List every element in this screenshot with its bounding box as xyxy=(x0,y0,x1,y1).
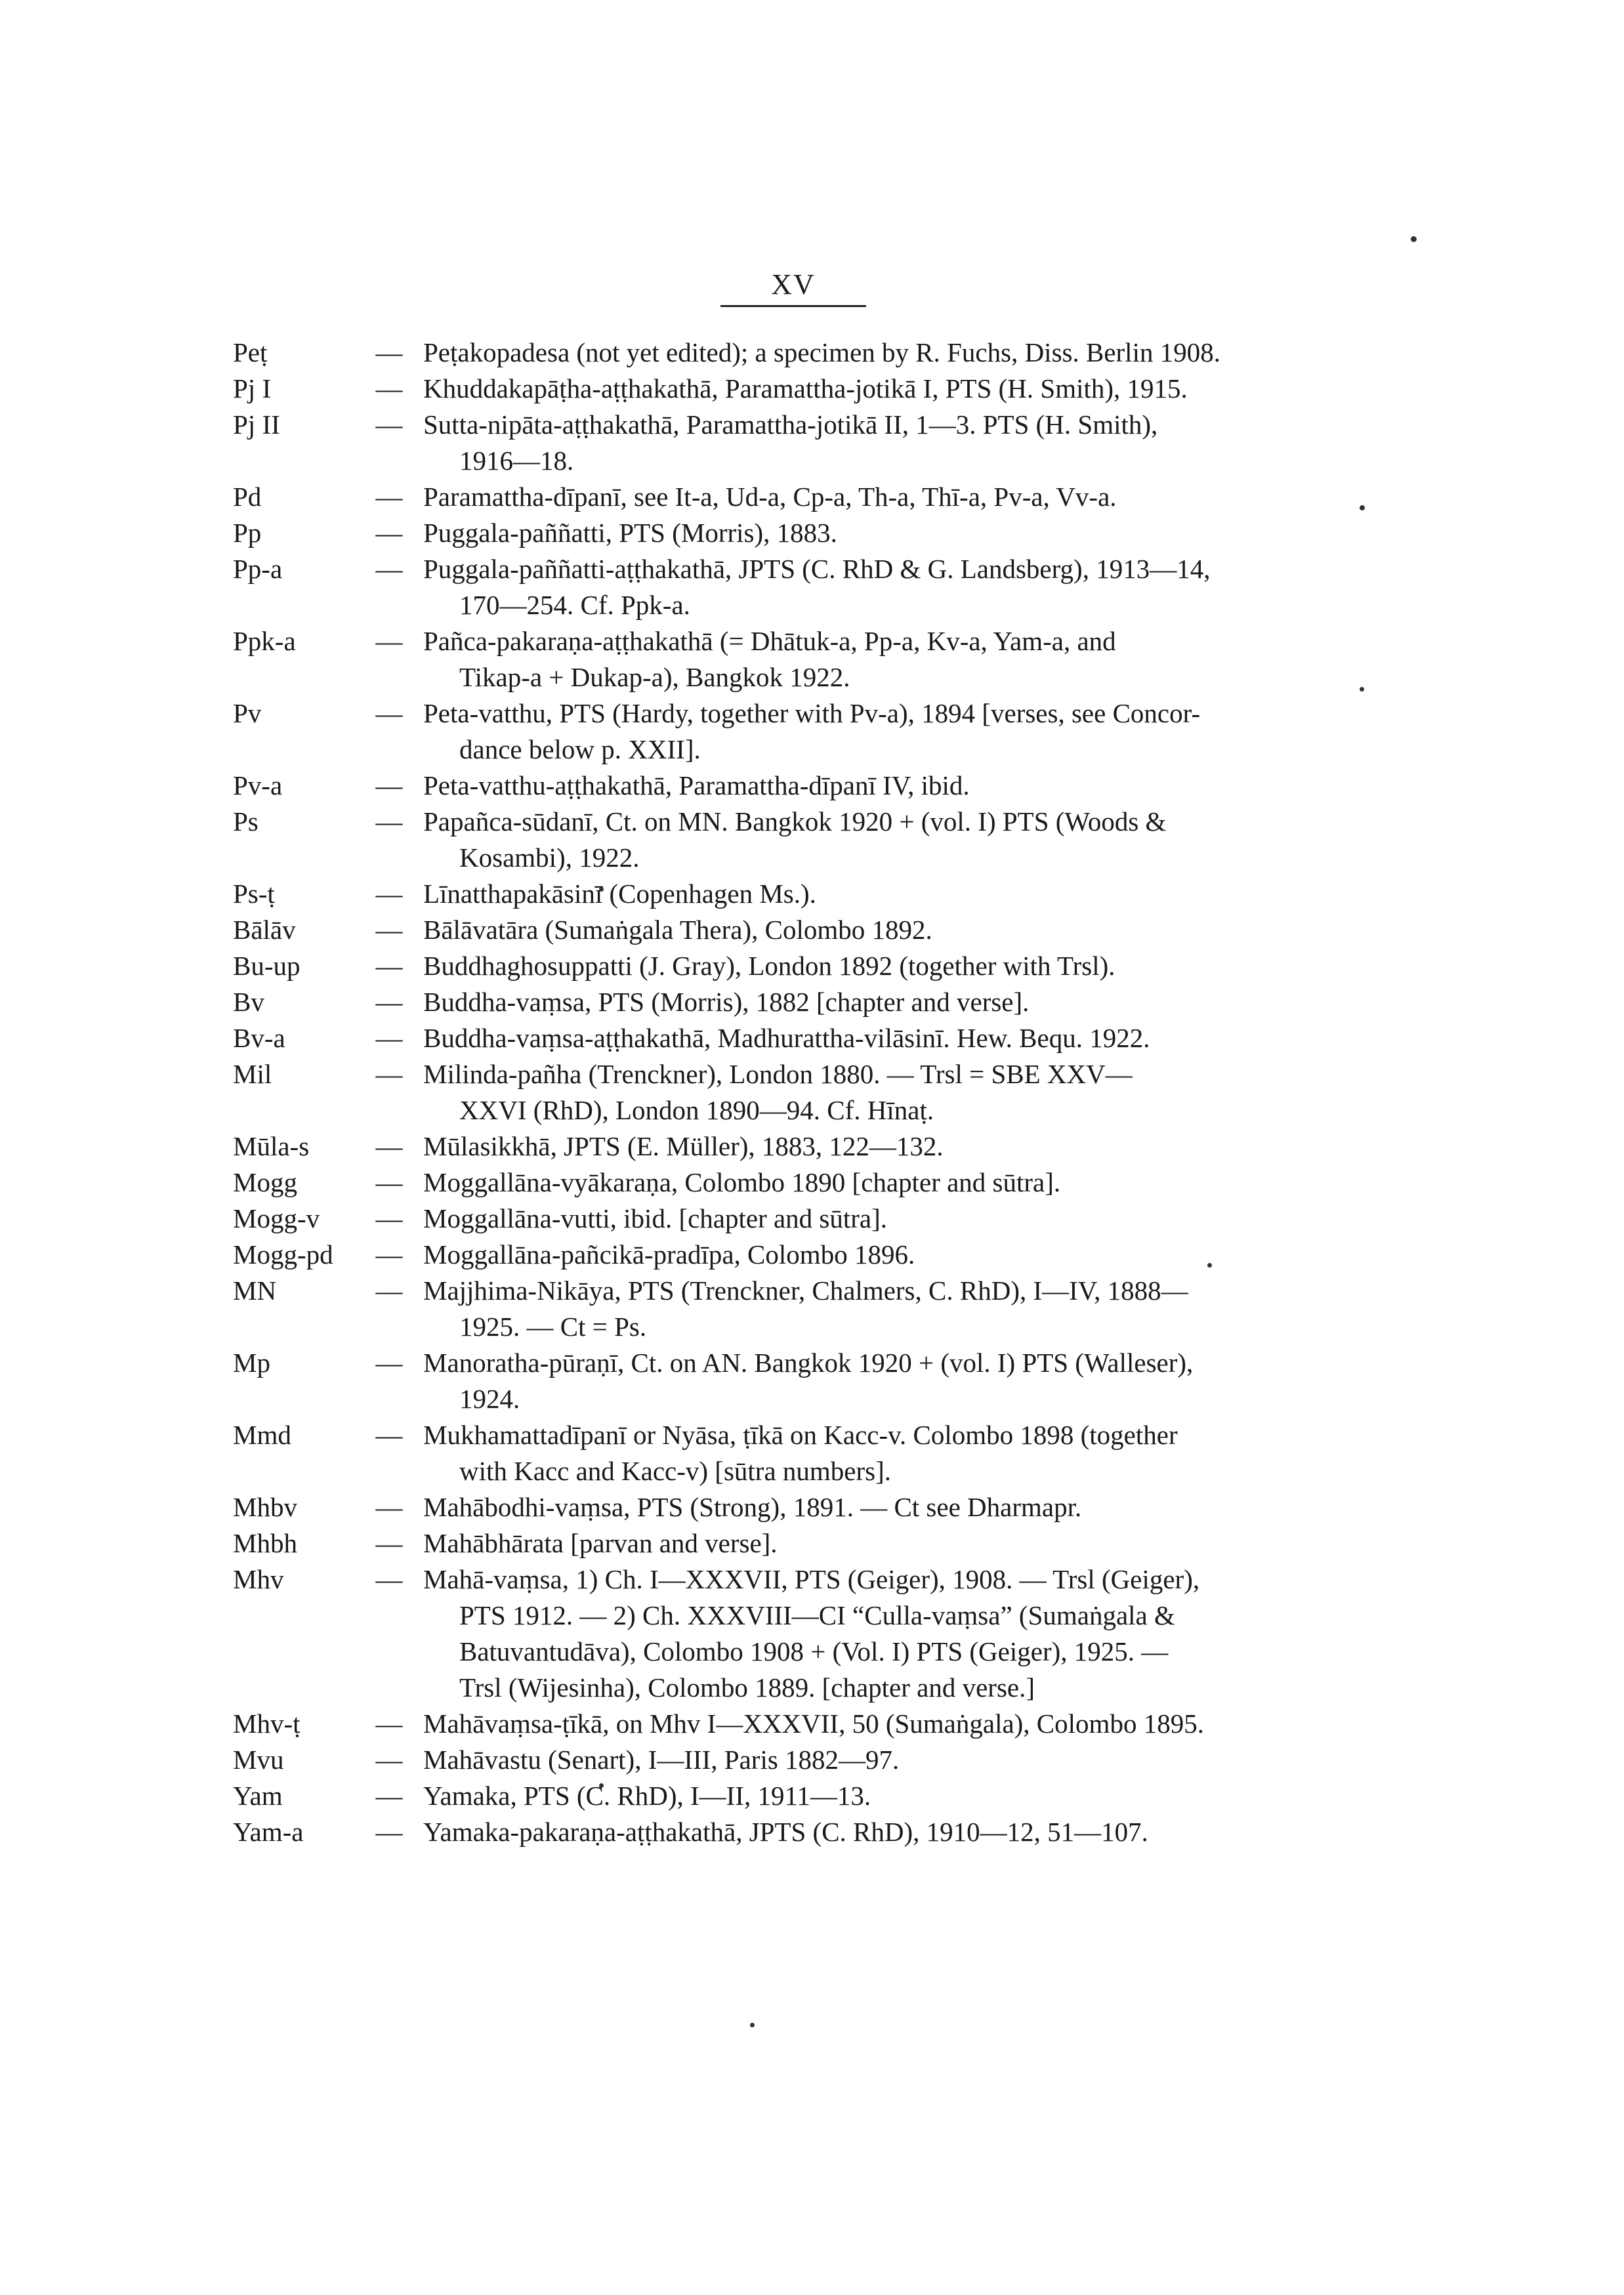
abbreviation-entry xyxy=(233,371,1378,407)
abbreviation: Pj II xyxy=(233,409,280,440)
entry-text xyxy=(423,551,1378,623)
entry-text xyxy=(423,1273,1378,1345)
entry-dash: — xyxy=(375,518,403,548)
entry-line: Bālāvatāra (Sumaṅgala Thera), Colombo 1892. xyxy=(423,915,932,945)
entry-line: Puggala-paññatti, PTS (Morris), 1883. xyxy=(423,518,837,548)
entry-dash: — xyxy=(375,373,403,403)
entry-text xyxy=(423,407,1378,479)
abbreviation-entry xyxy=(233,1561,1378,1706)
abbreviation-entry xyxy=(233,407,1378,479)
entry-line: Papañca-sūdanī, Ct. on MN. Bangkok 1920 + (vol. I) PTS (Woods & xyxy=(423,806,1167,837)
abbreviation: Mp xyxy=(233,1348,270,1378)
abbreviation-entry xyxy=(233,768,1378,804)
abbreviation-entry xyxy=(233,1706,1378,1742)
abbreviation-entry xyxy=(233,1237,1378,1273)
abbreviation-entry xyxy=(233,1778,1378,1814)
entry-dash: — xyxy=(375,1203,403,1233)
abbreviation-entry xyxy=(233,1165,1378,1201)
entry-line: Moggallāna-pañcikā-pradīpa, Colombo 1896. xyxy=(423,1239,915,1270)
abbreviation-entry xyxy=(233,1273,1378,1345)
abbreviation: Bālāv xyxy=(233,915,296,945)
entry-dash: — xyxy=(375,1239,403,1270)
entry-dash: — xyxy=(375,879,403,909)
entry-text xyxy=(423,1489,1378,1525)
abbreviation: Pd xyxy=(233,482,262,512)
abbreviation: Mogg-pd xyxy=(233,1239,333,1270)
entry-text xyxy=(423,1237,1378,1273)
entry-text xyxy=(423,1417,1378,1489)
entry-dash: — xyxy=(375,482,403,512)
abbreviation: Bu-up xyxy=(233,951,301,981)
entry-text xyxy=(423,1056,1378,1128)
entry-line: Moggallāna-vutti, ibid. [chapter and sūtra]. xyxy=(423,1203,888,1233)
entry-dash: — xyxy=(375,1492,403,1522)
entry-dash: — xyxy=(375,1059,403,1089)
entry-line: Moggallāna-vyākaraṇa, Colombo 1890 [chapter and sūtra]. xyxy=(423,1167,1061,1197)
entry-dash: — xyxy=(375,1131,403,1161)
abbreviation: Pv-a xyxy=(233,770,283,800)
entry-line: Mahāvaṃsa-ṭīkā, on Mhv I—XXXVII, 50 (Sumaṅgala), Colombo 1895. xyxy=(423,1708,1204,1739)
abbreviation: Mhbv xyxy=(233,1492,297,1522)
abbreviation: Pv xyxy=(233,698,262,728)
entry-line: Mahā-vaṃsa, 1) Ch. I—XXXVII, PTS (Geiger), 1908. — Trsl (Geiger), xyxy=(423,1564,1200,1594)
entry-continuation-line: Batuvantudāva), Colombo 1908 + (Vol. I) PTS (Geiger), 1925. — xyxy=(459,1636,1169,1666)
abbreviation-entry xyxy=(233,1020,1378,1056)
abbreviation-entry xyxy=(233,515,1378,551)
entry-dash: — xyxy=(375,1167,403,1197)
entry-continuation-line: with Kacc and Kacc-v) [sūtra numbers]. xyxy=(459,1456,892,1486)
entry-dash: — xyxy=(375,1420,403,1450)
entry-line: Mahābodhi-vaṃsa, PTS (Strong), 1891. — Ct see Dharmapr. xyxy=(423,1492,1082,1522)
entry-dash: — xyxy=(375,1348,403,1378)
entry-text xyxy=(423,948,1378,984)
entry-dash: — xyxy=(375,409,403,440)
abbreviation-entry xyxy=(233,1742,1378,1778)
entry-text xyxy=(423,695,1378,768)
entry-line: Buddhaghosuppatti (J. Gray), London 1892 (together with Trsl). xyxy=(423,951,1115,981)
abbreviation: Mhv xyxy=(233,1564,284,1594)
abbreviation: Mvu xyxy=(233,1745,284,1775)
entry-text xyxy=(423,1020,1378,1056)
abbreviation: Mmd xyxy=(233,1420,291,1450)
entry-dash: — xyxy=(375,915,403,945)
entry-dash: — xyxy=(375,806,403,837)
abbreviation: Bv-a xyxy=(233,1023,285,1053)
entry-continuation-line: dance below p. XXII]. xyxy=(459,734,701,764)
entry-text xyxy=(423,1201,1378,1237)
entry-line: Yamaka-pakaraṇa-aṭṭhakathā, JPTS (C. RhD), 1910—12, 51—107. xyxy=(423,1817,1148,1847)
entry-dash: — xyxy=(375,1528,403,1558)
entry-text xyxy=(423,876,1378,912)
abbreviation-entry xyxy=(233,695,1378,768)
entry-text xyxy=(423,371,1378,407)
entry-dash: — xyxy=(375,1023,403,1053)
page-number: XV xyxy=(720,268,866,307)
entry-dash: — xyxy=(375,951,403,981)
abbreviation: Mūla-s xyxy=(233,1131,310,1161)
entry-dash: — xyxy=(375,554,403,584)
entry-dash: — xyxy=(375,1564,403,1594)
entry-continuation-line: Trsl (Wijesinha), Colombo 1889. [chapter and verse.] xyxy=(459,1672,1035,1703)
abbreviation-entry xyxy=(233,1056,1378,1128)
entry-line: Sutta-nipāta-aṭṭhakathā, Paramattha-jotikā II, 1—3. PTS (H. Smith), xyxy=(423,409,1158,440)
entry-dash: — xyxy=(375,626,403,656)
abbreviation: Pp-a xyxy=(233,554,283,584)
abbreviation: Mhbh xyxy=(233,1528,297,1558)
abbreviation-list xyxy=(233,335,1378,1850)
entry-text xyxy=(423,804,1378,876)
abbreviation-entry xyxy=(233,479,1378,515)
abbreviation-entry xyxy=(233,804,1378,876)
entry-continuation-line: 170—254. Cf. Ppk-a. xyxy=(459,590,690,620)
entry-text xyxy=(423,623,1378,695)
entry-line: Pañca-pakaraṇa-aṭṭhakathā (= Dhātuk-a, Pp-a, Kv-a, Yam-a, and xyxy=(423,626,1116,656)
entry-line: Khuddakapāṭha-aṭṭhakathā, Paramattha-jotikā I, PTS (H. Smith), 1915. xyxy=(423,373,1188,403)
entry-text xyxy=(423,335,1378,371)
entry-dash: — xyxy=(375,1781,403,1811)
entry-line: Paramattha-dīpanī, see It-a, Ud-a, Cp-a, Th-a, Thī-a, Pv-a, Vv-a. xyxy=(423,482,1117,512)
entry-continuation-line: PTS 1912. — 2) Ch. XXXVIII—CI “Culla-vaṃsa” (Sumaṅgala & xyxy=(459,1600,1175,1630)
abbreviation-entry xyxy=(233,984,1378,1020)
entry-text xyxy=(423,1742,1378,1778)
entry-line: Mukhamattadīpanī or Nyāsa, ṭīkā on Kacc-v. Colombo 1898 (together xyxy=(423,1420,1178,1450)
abbreviation: Ps xyxy=(233,806,259,837)
entry-text xyxy=(423,768,1378,804)
print-speck xyxy=(1411,236,1417,242)
abbreviation-entry xyxy=(233,912,1378,948)
entry-line: Mahābhārata [parvan and verse]. xyxy=(423,1528,778,1558)
entry-dash: — xyxy=(375,698,403,728)
entry-text xyxy=(423,515,1378,551)
entry-text xyxy=(423,984,1378,1020)
entry-dash: — xyxy=(375,987,403,1017)
entry-continuation-line: 1916—18. xyxy=(459,445,574,476)
entry-line: Peta-vatthu-aṭṭhakathā, Paramattha-dīpanī IV, ibid. xyxy=(423,770,970,800)
abbreviation: Bv xyxy=(233,987,264,1017)
print-speck xyxy=(750,2023,755,2027)
entry-text xyxy=(423,479,1378,515)
entry-text xyxy=(423,1561,1378,1706)
entry-line: Peta-vatthu, PTS (Hardy, together with Pv-a), 1894 [verses, see Concor- xyxy=(423,698,1201,728)
entry-text xyxy=(423,1345,1378,1417)
abbreviation: Pj I xyxy=(233,373,272,403)
abbreviation: Ppk-a xyxy=(233,626,296,656)
abbreviation: Pp xyxy=(233,518,262,548)
entry-dash: — xyxy=(375,337,403,367)
entry-continuation-line: Kosambi), 1922. xyxy=(459,842,640,873)
entry-text xyxy=(423,1165,1378,1201)
abbreviation-entry xyxy=(233,1345,1378,1417)
abbreviation: MN xyxy=(233,1275,277,1306)
entry-text xyxy=(423,1128,1378,1165)
entry-text xyxy=(423,912,1378,948)
entry-line: Yamaka, PTS (C. RhD), I—II, 1911—13. xyxy=(423,1781,871,1811)
entry-line: Mahāvastu (Senart), I—III, Paris 1882—97. xyxy=(423,1745,900,1775)
entry-line: Puggala-paññatti-aṭṭhakathā, JPTS (C. RhD & G. Landsberg), 1913—14, xyxy=(423,554,1211,584)
entry-dash: — xyxy=(375,770,403,800)
abbreviation-entry xyxy=(233,876,1378,912)
entry-line: Buddha-vaṃsa-aṭṭhakathā, Madhurattha-vilāsinī. Hew. Bequ. 1922. xyxy=(423,1023,1150,1053)
abbreviation: Mhv-ṭ xyxy=(233,1708,301,1739)
entry-text xyxy=(423,1814,1378,1850)
abbreviation: Peṭ xyxy=(233,337,268,367)
abbreviation-entry xyxy=(233,335,1378,371)
abbreviation: Mil xyxy=(233,1059,272,1089)
entry-line: Majjhima-Nikāya, PTS (Trenckner, Chalmers, C. RhD), I—IV, 1888— xyxy=(423,1275,1188,1306)
entry-line: Līnatthapakāsinī (Copenhagen Ms.). xyxy=(423,879,816,909)
abbreviation-entry xyxy=(233,948,1378,984)
entry-line: Buddha-vaṃsa, PTS (Morris), 1882 [chapter and verse]. xyxy=(423,987,1030,1017)
entry-dash: — xyxy=(375,1745,403,1775)
entry-continuation-line: XXVI (RhD), London 1890—94. Cf. Hīnaṭ. xyxy=(459,1095,934,1125)
abbreviation-entry xyxy=(233,551,1378,623)
entry-dash: — xyxy=(375,1708,403,1739)
entry-continuation-line: 1924. xyxy=(459,1384,520,1414)
abbreviation-entry xyxy=(233,1201,1378,1237)
abbreviation-entry xyxy=(233,1128,1378,1165)
abbreviation: Ps-ṭ xyxy=(233,879,275,909)
abbreviation-entry xyxy=(233,623,1378,695)
entry-line: Peṭakopadesa (not yet edited); a specimen by R. Fuchs, Diss. Berlin 1908. xyxy=(423,337,1220,367)
entry-continuation-line: 1925. — Ct = Ps. xyxy=(459,1312,647,1342)
abbreviation: Mogg xyxy=(233,1167,297,1197)
abbreviation: Mogg-v xyxy=(233,1203,320,1233)
abbreviation: Yam-a xyxy=(233,1817,304,1847)
entry-dash: — xyxy=(375,1275,403,1306)
abbreviation-entry xyxy=(233,1525,1378,1561)
entry-continuation-line: Tikap-a + Dukap-a), Bangkok 1922. xyxy=(459,662,850,692)
abbreviation-entry xyxy=(233,1489,1378,1525)
entry-dash: — xyxy=(375,1817,403,1847)
abbreviation-entry xyxy=(233,1417,1378,1489)
entry-text xyxy=(423,1525,1378,1561)
entry-line: Mūlasikkhā, JPTS (E. Müller), 1883, 122—132. xyxy=(423,1131,944,1161)
abbreviation: Yam xyxy=(233,1781,283,1811)
abbreviation-entry xyxy=(233,1814,1378,1850)
entry-text xyxy=(423,1778,1378,1814)
entry-text xyxy=(423,1706,1378,1742)
entry-line: Milinda-pañha (Trenckner), London 1880. — Trsl = SBE XXV— xyxy=(423,1059,1133,1089)
entry-line: Manoratha-pūraṇī, Ct. on AN. Bangkok 1920 + (vol. I) PTS (Walleser), xyxy=(423,1348,1194,1378)
